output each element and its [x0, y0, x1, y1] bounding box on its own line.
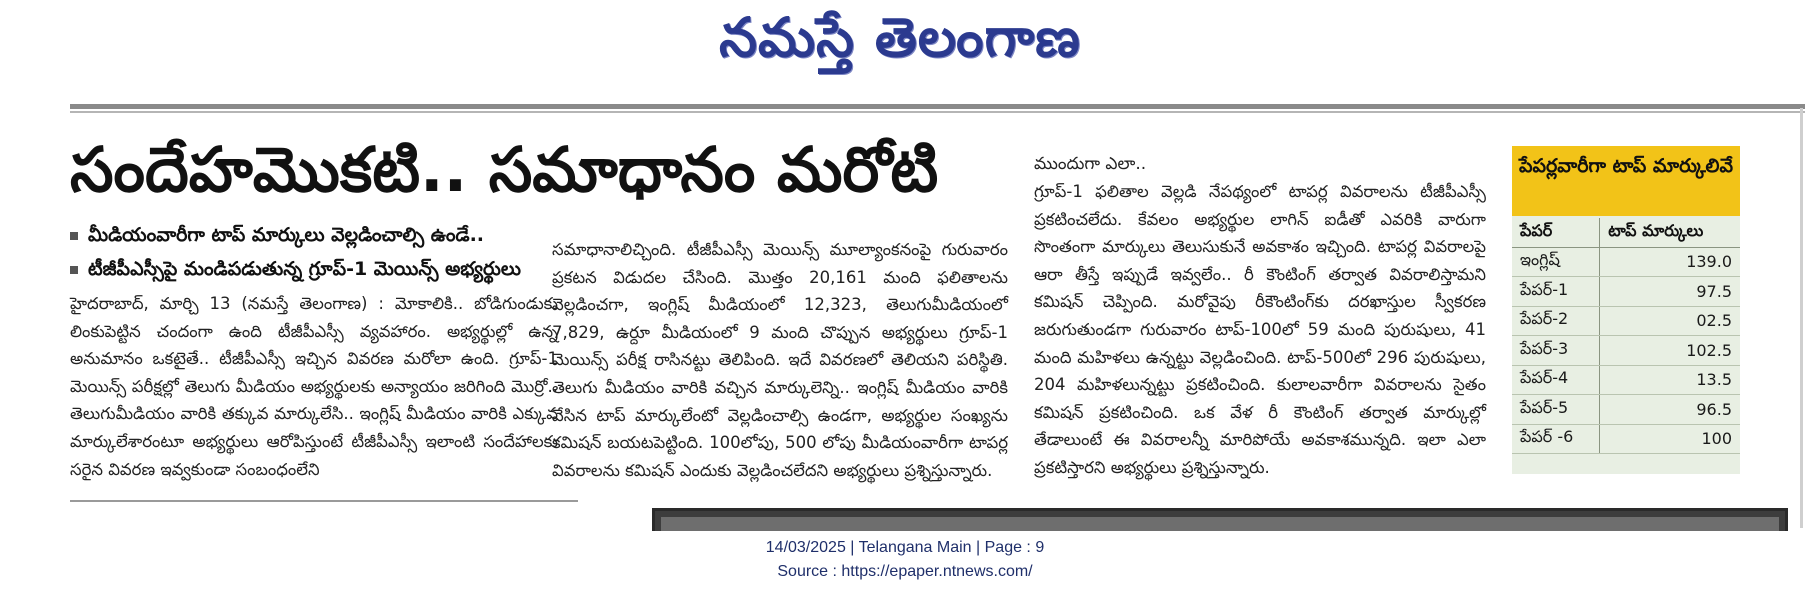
marks-cell: 100	[1600, 424, 1740, 454]
table-header-row	[1512, 218, 1740, 247]
marks-cell: 139.0	[1600, 247, 1740, 277]
page-footer	[0, 536, 1810, 584]
column-text: గ్రూప్-1 ఫలితాల వెల్లడి నేపథ్యంలో టాపర్ల వివరాలను టీజీపీఎస్సీ ప్రకటించలేదు. కేవలం అభ్యర్థుల లాగిన్ ఐడీతో ఎవరికి వారుగా సొంతంగా మార్కులు తెలుసుకునే అవకాశం ఇచ్చింది. టాపర్ల వివరాలపై ఆరా తీస్తే ఇప్పుడే ఇవ్వలేం.. రీ కౌంటింగ్ తర్వాత వివరాలిస్తామని కమిషన్ చెప్పింది. మరోవైపు రీకౌంటింగ్‌కు దరఖాస్తుల స్వీకరణ జరుగుతుండగా గురువారం టాప్-100లో 59 మంది పురుషులు, 41 మంది మహిళలు ఉన్నట్టు వెల్లడించింది. టాప్-500లో 296 పురుషులు, 204 మహిళలున్నట్టు ప్రకటించింది. కులాలవారీగా వివరాలను సైతం కమిషన్ ప్రకటించింది. ఒక వేళ రీ కౌంటింగ్ తర్వాత మార్కుల్లో తేడాలుంటే ఈ వివరాలన్నీ మారిపోయే అవకాశమున్నది. ఇలా ఎలా ప్రకటిస్తారని అభ్యర్థులు ప్రశ్నిస్తున్నారు.	[1034, 182, 1486, 477]
marks-cell: 97.5	[1600, 277, 1740, 307]
page-edge-rule	[1800, 108, 1803, 528]
paper-cell: పేపర్-3	[1512, 336, 1600, 366]
masthead	[0, 0, 1810, 92]
article-headline: సందేహమొకటి.. సమాధానం మరోటి	[70, 133, 939, 206]
column-subhead: ముందుగా ఎలా..	[1034, 154, 1147, 174]
marks-cell: 102.5	[1600, 336, 1740, 366]
article-bullets	[70, 218, 570, 286]
bullet-text: టీజీపీఎస్సీపై మండిపడుతున్న గ్రూప్-1 మెయిన్స్ అభ్యర్థులు	[88, 258, 521, 280]
bullet-square-icon	[70, 266, 78, 274]
article-column-1	[70, 290, 558, 483]
paper-cell: ఇంగ్లిష్	[1512, 247, 1600, 277]
column-divider	[70, 500, 578, 502]
marks-cell: 13.5	[1600, 365, 1740, 395]
bullet-point	[70, 218, 570, 252]
table-row	[1512, 336, 1740, 366]
column-text: సమాధానాలిచ్చింది. టీజీపీఎస్సీ మెయిన్స్ మూల్యాంకనంపై గురువారం ప్రకటన విడుదల చేసింది. మొత్తం 20,161 మంది ఫలితాలను వెల్లడించగా, ఇంగ్లిష్ మీడియంలో 12,323, తెలుగుమీడియంలో 7,829, ఉర్దూ మీడియంలో 9 మంది చొప్పున అభ్యర్థులు గ్రూప్-1 మెయిన్స్ పరీక్ష రాసినట్టు తెలిపింది. ఇదే వివరణలో తెలియని పరిస్థితి. తెలుగు మీడియం వారికి వచ్చిన మార్కులెన్ని.. ఇంగ్లిష్ మీడియం వారికి వేసిన టాప్ మార్కులేంటో వెల్లడించాల్సి ఉండగా, అభ్యర్థుల సంఖ్యను కమిషన్ బయటపెట్టింది. 100లోపు, 500 లోపు మీడియంవారీగా టాపర్ల వివరాలను కమిషన్ ఎందుకు వెల్లడించలేదని అభ్యర్థులు ప్రశ్నిస్తున్నారు.	[552, 240, 1008, 480]
table-row	[1512, 395, 1740, 425]
marks-table-box	[1512, 146, 1740, 474]
marks-cell: 96.5	[1600, 395, 1740, 425]
paper-cell: పేపర్-2	[1512, 306, 1600, 336]
cropped-next-headline	[70, 512, 550, 528]
table-row	[1512, 365, 1740, 395]
bullet-square-icon	[70, 232, 78, 240]
newspaper-logo: నమస్తే తెలంగాణ	[719, 5, 1081, 69]
masthead-rule-thin	[70, 111, 1805, 113]
header-marks: టాప్ మార్కులు	[1600, 218, 1740, 247]
cropped-photo-frame	[652, 508, 1788, 531]
marks-cell: 02.5	[1600, 306, 1740, 336]
article-column-2	[552, 236, 1008, 484]
paper-cell: పేపర్-5	[1512, 395, 1600, 425]
paper-cell: పేపర్-4	[1512, 365, 1600, 395]
marks-table-title: పేపర్లవారీగా టాప్ మార్కులివే	[1512, 146, 1740, 216]
footer-edition-line: 14/03/2025 | Telangana Main | Page : 9	[765, 539, 1045, 556]
bullet-point	[70, 252, 570, 286]
header-paper: పేపర్	[1512, 218, 1600, 247]
table-row	[1512, 306, 1740, 336]
marks-table	[1512, 218, 1740, 454]
footer-source-line: Source : https://epaper.ntnews.com/	[777, 563, 1033, 580]
table-row	[1512, 424, 1740, 454]
cropped-photo	[661, 517, 1779, 531]
article-column-3	[1034, 150, 1486, 482]
paper-cell: పేపర్-1	[1512, 277, 1600, 307]
bullet-text: మీడియంవారీగా టాప్ మార్కులు వెల్లడించాల్సి ఉండే..	[88, 224, 485, 246]
table-row	[1512, 247, 1740, 277]
paper-cell: పేపర్ -6	[1512, 424, 1600, 454]
column-text: హైదరాబాద్, మార్చి 13 (నమస్తే తెలంగాణ) : మోకాలికి.. బోడిగుండుకు లింకుపెట్టిన చందంగా ఉంది టీజీపీఎస్సీ వ్యవహారం. అభ్యర్థుల్లో ఉన్న అనుమానం ఒకటైతే.. టీజీపీఎస్సీ ఇచ్చిన వివరణ మరోలా ఉంది. గ్రూప్-1 మెయిన్స్ పరీక్షల్లో తెలుగు మీడియం అభ్యర్థులకు అన్యాయం జరిగింది మొర్రో.. తెలుగుమీడియం వారికి తక్కువ మార్కులేసి.. ఇంగ్లిష్ మీడియం వారికి ఎక్కువ మార్కులేశారంటూ అభ్యర్థులు ఆరోపిస్తుంటే టీజీపీఎస్సీ ఇలాంటి సందేహాలకు సరైన వివరణ ఇవ్వకుండా సంబంధంలేని	[70, 294, 558, 479]
table-row	[1512, 277, 1740, 307]
masthead-rule	[70, 104, 1805, 109]
